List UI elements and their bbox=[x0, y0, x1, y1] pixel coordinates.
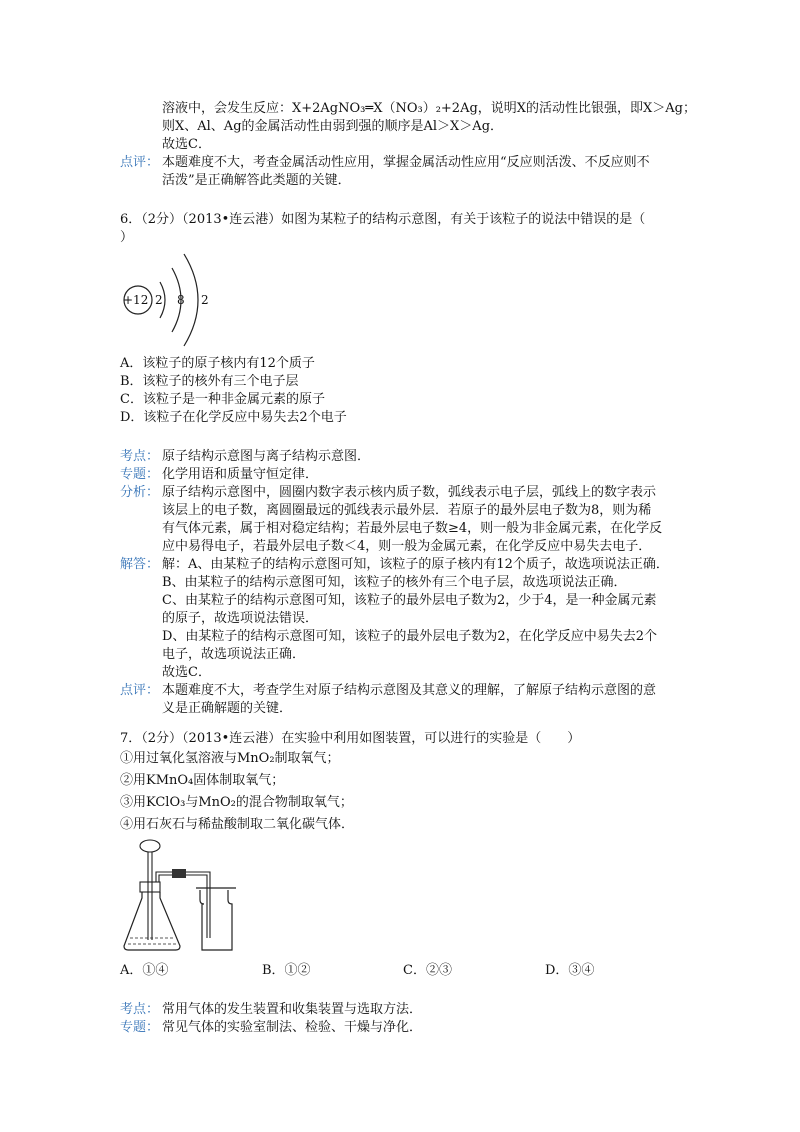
dianping-line: 义是正确解题的关键． bbox=[162, 701, 293, 716]
zhuanti-text: 化学用语和质量守恒定律． bbox=[162, 467, 319, 482]
jieda-line: 电子，故选项说法正确． bbox=[162, 647, 306, 662]
option-a: A．①④ bbox=[120, 963, 169, 978]
jieda-line: B、由某粒子的结构示意图可知，该粒子的核外有三个电子层，故选项说法正确． bbox=[162, 575, 627, 590]
answer-text-line: 溶液中，会发生反应：X+2AgNO₃═X（NO₃）₂+2Ag，说明X的活动性比银强，即X＞Ag； bbox=[162, 101, 697, 116]
question-7-item: ②用KMnO₄固体制取氧气； bbox=[120, 773, 285, 788]
jieda-line: C、由某粒子的结构示意图可知，该粒子的最外层电子数为2，少于4，是一种金属元素 bbox=[162, 593, 657, 608]
kaodian-label: 考点： bbox=[120, 449, 160, 464]
delivery-tube bbox=[159, 875, 207, 938]
option-a: A．该粒子的原子核内有12个质子 bbox=[120, 356, 315, 371]
gas-generation-apparatus-diagram bbox=[118, 838, 258, 958]
shell-2-electrons: 8 bbox=[177, 293, 185, 307]
fenxi-line: 该层上的电子数，离圆圈最远的弧线表示最外层．若原子的最外层电子数为8，则为稀 bbox=[162, 503, 652, 518]
stopper bbox=[140, 882, 160, 892]
answer-text-line: 故选C． bbox=[162, 137, 211, 152]
jieda-line: 的原子，故选项说法错误． bbox=[162, 611, 319, 626]
fenxi-line: 有气体元素，属于相对稳定结构；若最外层电子数≥4，则一般为非金属元素，在化学反 bbox=[162, 521, 663, 536]
question-6-stem: 6．（2分）（2013•连云港）如图为某粒子的结构示意图，有关于该粒子的说法中错误的是（ bbox=[120, 212, 646, 227]
option-d: D．③④ bbox=[545, 963, 595, 978]
electron-shell-arc-3 bbox=[184, 254, 198, 346]
comment-text-line: 本题难度不大，考查金属活动性应用，掌握金属活动性应用“反应则活泼、不反应则不 bbox=[162, 155, 650, 170]
kaodian-label: 考点： bbox=[120, 1002, 160, 1017]
dianping-label: 点评： bbox=[120, 683, 160, 698]
kaodian-text: 常用气体的发生装置和收集装置与选取方法． bbox=[162, 1002, 423, 1017]
shell-3-electrons: 2 bbox=[201, 293, 209, 307]
kaodian-text: 原子结构示意图与离子结构示意图． bbox=[162, 449, 371, 464]
question-7-item: ④用石灰石与稀盐酸制取二氧化碳气体． bbox=[120, 817, 355, 832]
shell-1-electrons: 2 bbox=[155, 293, 163, 307]
fenxi-line: 应中易得电子，若最外层电子数＜4，则一般为金属元素，在化学反应中易失去电子． bbox=[162, 539, 652, 554]
comment-text-line: 活泼”是正确解答此类题的关键． bbox=[162, 173, 351, 188]
comment-label: 点评： bbox=[120, 155, 160, 170]
question-7-item: ③用KClO₃与MnO₂的混合物制取氧气； bbox=[120, 795, 353, 810]
option-b: B．①② bbox=[262, 963, 311, 978]
fenxi-label: 分析： bbox=[120, 485, 160, 500]
zhuanti-text: 常见气体的实验室制法、检验、干燥与净化． bbox=[162, 1020, 423, 1035]
fenxi-line: 原子结构示意图中，圆圈内数字表示核内质子数，弧线表示电子层，弧线上的数字表示 bbox=[162, 485, 657, 500]
zhuanti-label: 专题： bbox=[120, 1020, 160, 1035]
option-c: C．该粒子是一种非金属元素的原子 bbox=[120, 392, 325, 407]
question-6-stem-end: ） bbox=[120, 230, 134, 245]
dianping-line: 本题难度不大，考查学生对原子结构示意图及其意义的理解，了解原子结构示意图的意 bbox=[162, 683, 657, 698]
question-7-item: ①用过氧化氢溶液与MnO₂制取氧气； bbox=[120, 751, 340, 766]
option-b: B．该粒子的核外有三个电子层 bbox=[120, 374, 299, 389]
jieda-line: D、由某粒子的结构示意图可知，该粒子的最外层电子数为2，在化学反应中易失去2个 bbox=[162, 629, 657, 644]
thistle-funnel-bulb bbox=[140, 840, 160, 852]
nucleus-charge-label: +12 bbox=[123, 293, 149, 307]
answer-text-line: 则X、Al、Ag的金属活动性由弱到强的顺序是Al＞X＞Ag． bbox=[162, 119, 504, 134]
question-7-stem: 7．（2分）（2013•连云港）在实验中利用如图装置，可以进行的实验是（ ） bbox=[120, 731, 581, 746]
jieda-line: 故选C． bbox=[162, 665, 211, 680]
zhuanti-label: 专题： bbox=[120, 467, 160, 482]
option-c: C．②③ bbox=[403, 963, 452, 978]
jieda-line: 解：A、由某粒子的结构示意图可知，该粒子的原子核内有12个质子，故选项说法正确． bbox=[162, 557, 669, 572]
option-d: D．该粒子在化学反应中易失去2个电子 bbox=[120, 410, 347, 425]
collection-bottle bbox=[200, 890, 232, 950]
rubber-tube bbox=[172, 869, 186, 878]
jieda-label: 解答： bbox=[120, 557, 160, 572]
